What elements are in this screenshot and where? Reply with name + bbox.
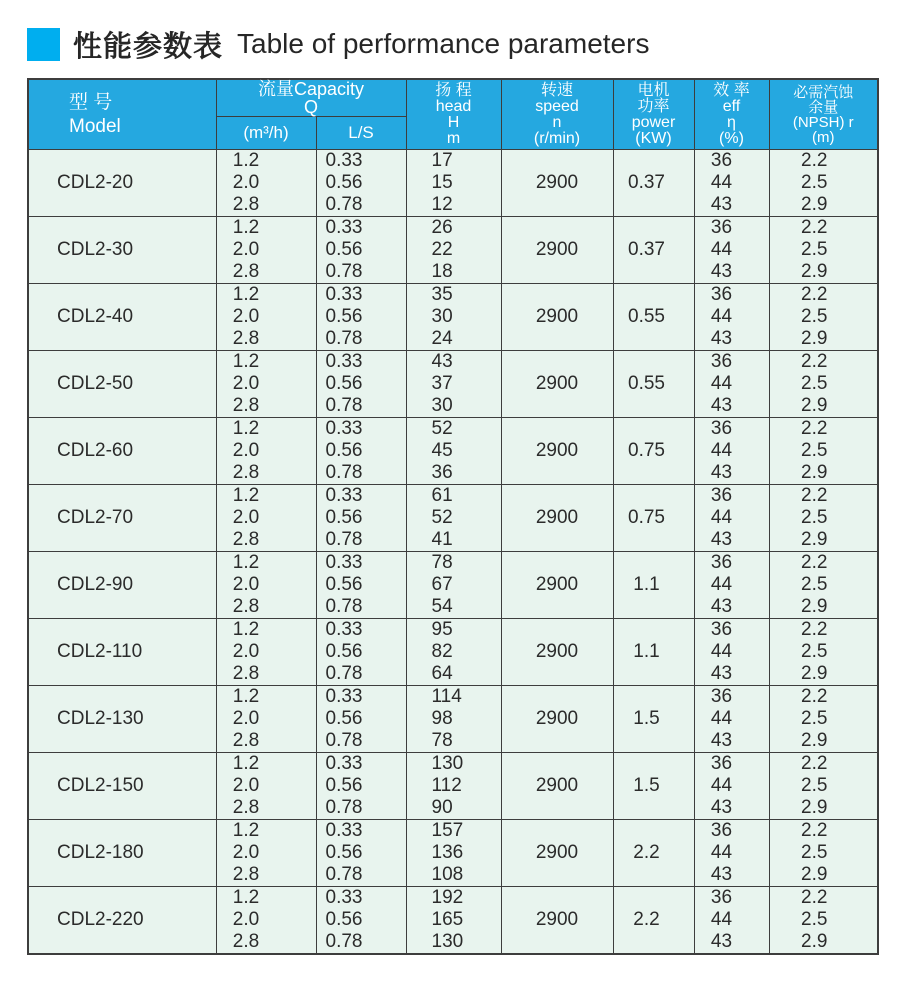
npsh-cell: 2.2 2.5 2.9 — [769, 351, 878, 418]
table-row — [28, 820, 878, 887]
power-cell: 1.1 — [613, 552, 694, 619]
power-cell: 0.75 — [613, 485, 694, 552]
head-cell: 130 112 90 — [406, 753, 501, 820]
model-cell: CDL2-90 — [28, 552, 216, 619]
speed-cell: 2900 — [501, 619, 613, 686]
capacity-m3h-cell: 1.2 2.0 2.8 — [216, 552, 316, 619]
efficiency-cell: 36 44 43 — [694, 820, 769, 887]
capacity-m3h-cell: 1.2 2.0 2.8 — [216, 753, 316, 820]
model-cell: CDL2-70 — [28, 485, 216, 552]
npsh-cell: 2.2 2.5 2.9 — [769, 485, 878, 552]
header-capacity-label: 流量Capacity — [257, 79, 365, 99]
model-cell: CDL2-150 — [28, 753, 216, 820]
header-model — [28, 79, 216, 150]
efficiency-cell: 36 44 43 — [694, 284, 769, 351]
efficiency-cell: 36 44 43 — [694, 619, 769, 686]
title-accent-square-icon — [27, 28, 60, 61]
power-cell: 1.5 — [613, 686, 694, 753]
capacity-ls-cell: 0.33 0.56 0.78 — [316, 820, 406, 887]
npsh-cell: 2.2 2.5 2.9 — [769, 686, 878, 753]
power-cell: 1.1 — [613, 619, 694, 686]
header-capacity-m3h: (m³/h) — [216, 117, 316, 150]
head-cell: 26 22 18 — [406, 217, 501, 284]
npsh-cell: 2.2 2.5 2.9 — [769, 418, 878, 485]
power-cell: 0.55 — [613, 351, 694, 418]
performance-parameters-table — [27, 78, 879, 955]
table-row — [28, 619, 878, 686]
capacity-m3h-cell: 1.2 2.0 2.8 — [216, 887, 316, 955]
header-efficiency: 效 率 eff η (%) — [694, 79, 769, 150]
model-cell: CDL2-50 — [28, 351, 216, 418]
power-cell: 0.37 — [613, 217, 694, 284]
head-cell: 52 45 36 — [406, 418, 501, 485]
npsh-cell: 2.2 2.5 2.9 — [769, 552, 878, 619]
table-row — [28, 686, 878, 753]
parameters-table — [27, 78, 879, 955]
efficiency-cell: 36 44 43 — [694, 217, 769, 284]
npsh-cell: 2.2 2.5 2.9 — [769, 150, 878, 217]
capacity-m3h-cell: 1.2 2.0 2.8 — [216, 686, 316, 753]
header-speed: 转速 speed n (r/min) — [501, 79, 613, 150]
capacity-m3h-cell: 1.2 2.0 2.8 — [216, 217, 316, 284]
model-cell: CDL2-40 — [28, 284, 216, 351]
head-cell: 157 136 108 — [406, 820, 501, 887]
capacity-ls-cell: 0.33 0.56 0.78 — [316, 552, 406, 619]
head-cell: 35 30 24 — [406, 284, 501, 351]
capacity-ls-cell: 0.33 0.56 0.78 — [316, 150, 406, 217]
capacity-ls-cell: 0.33 0.56 0.78 — [316, 217, 406, 284]
header-head: 扬 程 head H m — [406, 79, 501, 150]
model-cell: CDL2-130 — [28, 686, 216, 753]
table-body — [28, 150, 878, 955]
capacity-m3h-cell: 1.2 2.0 2.8 — [216, 820, 316, 887]
efficiency-cell: 36 44 43 — [694, 552, 769, 619]
power-cell: 0.75 — [613, 418, 694, 485]
head-cell: 43 37 30 — [406, 351, 501, 418]
capacity-ls-cell: 0.33 0.56 0.78 — [316, 351, 406, 418]
npsh-cell: 2.2 2.5 2.9 — [769, 217, 878, 284]
npsh-cell: 2.2 2.5 2.9 — [769, 820, 878, 887]
head-cell: 17 15 12 — [406, 150, 501, 217]
capacity-m3h-cell: 1.2 2.0 2.8 — [216, 150, 316, 217]
model-cell: CDL2-20 — [28, 150, 216, 217]
model-cell: CDL2-30 — [28, 217, 216, 284]
model-cell: CDL2-60 — [28, 418, 216, 485]
head-cell: 114 98 78 — [406, 686, 501, 753]
efficiency-cell: 36 44 43 — [694, 887, 769, 955]
power-cell: 2.2 — [613, 820, 694, 887]
speed-cell: 2900 — [501, 820, 613, 887]
npsh-cell: 2.2 2.5 2.9 — [769, 753, 878, 820]
page-title — [27, 24, 649, 64]
header-model-en: Model — [69, 115, 121, 137]
speed-cell: 2900 — [501, 150, 613, 217]
npsh-cell: 2.2 2.5 2.9 — [769, 284, 878, 351]
header-power: 电机 功率 power (KW) — [613, 79, 694, 150]
table-header — [28, 79, 878, 150]
table-row — [28, 150, 878, 217]
speed-cell: 2900 — [501, 351, 613, 418]
capacity-ls-cell: 0.33 0.56 0.78 — [316, 887, 406, 955]
efficiency-cell: 36 44 43 — [694, 418, 769, 485]
capacity-ls-cell: 0.33 0.56 0.78 — [316, 485, 406, 552]
header-capacity-symbol: Q — [303, 97, 318, 117]
efficiency-cell: 36 44 43 — [694, 753, 769, 820]
table-row — [28, 485, 878, 552]
header-model-zh: 型 号 — [69, 91, 113, 113]
speed-cell: 2900 — [501, 686, 613, 753]
capacity-m3h-cell: 1.2 2.0 2.8 — [216, 485, 316, 552]
table-row — [28, 552, 878, 619]
power-cell: 2.2 — [613, 887, 694, 955]
capacity-m3h-cell: 1.2 2.0 2.8 — [216, 284, 316, 351]
capacity-m3h-cell: 1.2 2.0 2.8 — [216, 418, 316, 485]
model-cell: CDL2-180 — [28, 820, 216, 887]
efficiency-cell: 36 44 43 — [694, 485, 769, 552]
speed-cell: 2900 — [501, 217, 613, 284]
speed-cell: 2900 — [501, 552, 613, 619]
table-row — [28, 284, 878, 351]
capacity-ls-cell: 0.33 0.56 0.78 — [316, 418, 406, 485]
table-row — [28, 351, 878, 418]
capacity-ls-cell: 0.33 0.56 0.78 — [316, 284, 406, 351]
model-cell: CDL2-220 — [28, 887, 216, 955]
page-title-chinese: 性能参数表 — [73, 30, 224, 63]
power-cell: 0.55 — [613, 284, 694, 351]
efficiency-cell: 36 44 43 — [694, 686, 769, 753]
table-row — [28, 887, 878, 955]
head-cell: 78 67 54 — [406, 552, 501, 619]
npsh-cell: 2.2 2.5 2.9 — [769, 619, 878, 686]
capacity-m3h-cell: 1.2 2.0 2.8 — [216, 619, 316, 686]
head-cell: 192 165 130 — [406, 887, 501, 955]
table-row — [28, 753, 878, 820]
efficiency-cell: 36 44 43 — [694, 150, 769, 217]
speed-cell: 2900 — [501, 753, 613, 820]
efficiency-cell: 36 44 43 — [694, 351, 769, 418]
speed-cell: 2900 — [501, 284, 613, 351]
capacity-ls-cell: 0.33 0.56 0.78 — [316, 753, 406, 820]
speed-cell: 2900 — [501, 485, 613, 552]
header-npsh: 必需汽蚀 余量 (NPSH) r (m) — [769, 79, 878, 150]
head-cell: 61 52 41 — [406, 485, 501, 552]
page-title-english: Table of performance parameters — [237, 28, 650, 59]
speed-cell: 2900 — [501, 887, 613, 955]
head-cell: 95 82 64 — [406, 619, 501, 686]
power-cell: 0.37 — [613, 150, 694, 217]
npsh-cell: 2.2 2.5 2.9 — [769, 887, 878, 955]
power-cell: 1.5 — [613, 753, 694, 820]
capacity-ls-cell: 0.33 0.56 0.78 — [316, 686, 406, 753]
model-cell: CDL2-110 — [28, 619, 216, 686]
speed-cell: 2900 — [501, 418, 613, 485]
table-row — [28, 217, 878, 284]
capacity-m3h-cell: 1.2 2.0 2.8 — [216, 351, 316, 418]
capacity-ls-cell: 0.33 0.56 0.78 — [316, 619, 406, 686]
header-capacity — [216, 79, 406, 117]
table-row — [28, 418, 878, 485]
header-capacity-ls: L/S — [316, 117, 406, 150]
